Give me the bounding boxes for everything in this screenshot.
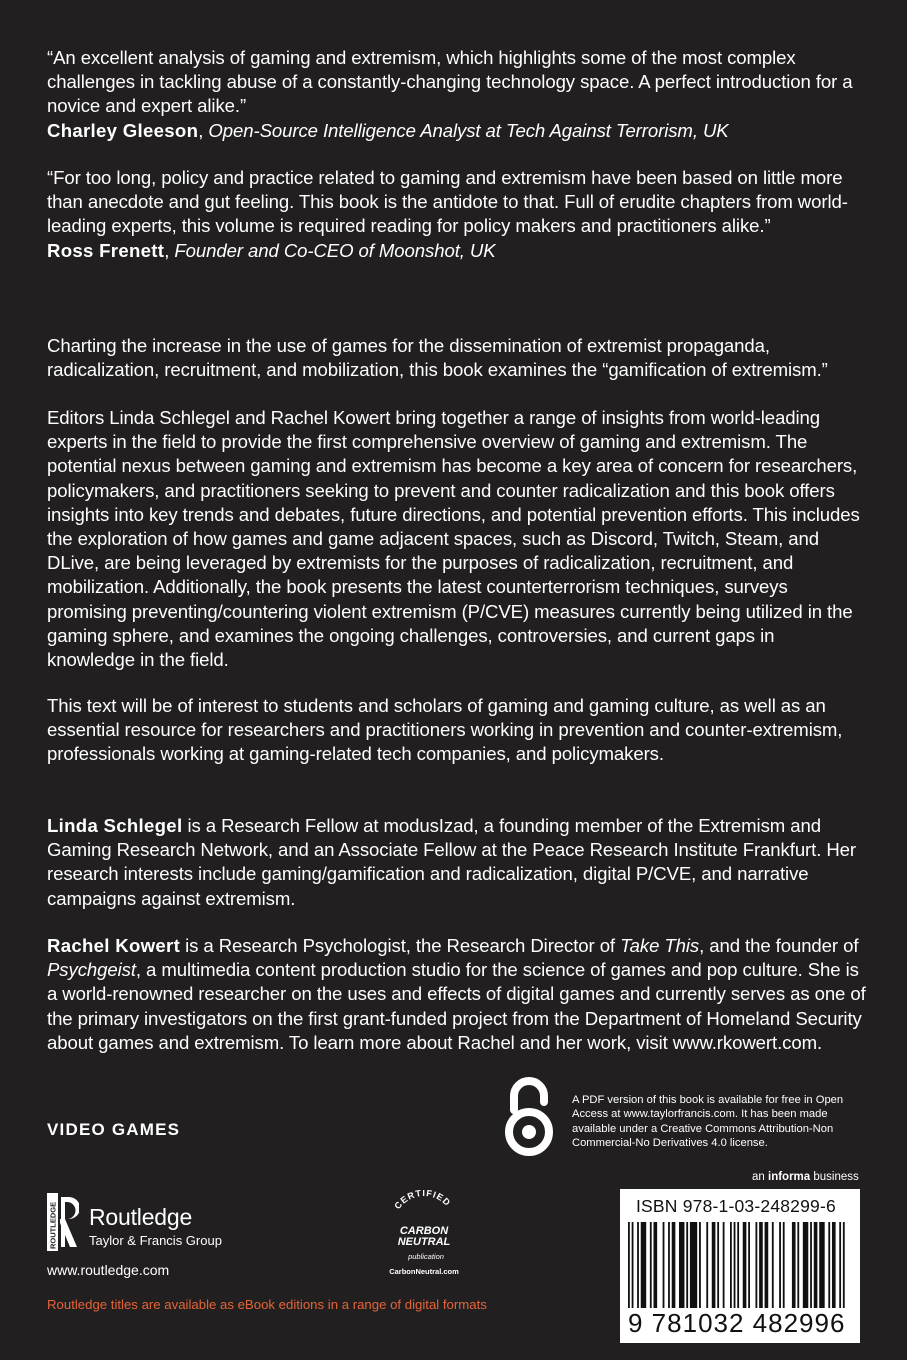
bio-rachel-t1: is a Research Psychologist, the Research Director of (180, 935, 621, 956)
endorsement-1-name: Charley Gleeson (47, 119, 199, 141)
bio-linda (47, 814, 867, 911)
bio-rachel-org2: Psychgeist (47, 959, 136, 981)
carbon-neutral-sub: publication (408, 1252, 444, 1261)
carbon-neutral-url: CarbonNeutral.com (389, 1267, 459, 1276)
carbon-neutral-line2: NEUTRAL (397, 1236, 451, 1248)
bio-linda-name: Linda Schlegel (47, 815, 183, 836)
publisher-name: Routledge (89, 1204, 193, 1230)
category-label: VIDEO GAMES (47, 1120, 181, 1139)
isbn-text: ISBN 978-1-03-248299-6 (636, 1196, 836, 1216)
bio-rachel-name: Rachel Kowert (47, 935, 181, 956)
carbon-neutral-badge (376, 1190, 472, 1280)
carbon-neutral-line1: CARBON (399, 1225, 449, 1237)
routledge-logo-text: ROUTLEDGE (48, 1201, 58, 1249)
routledge-logo-icon (47, 1193, 79, 1251)
open-access-text: A PDF version of this book is available for free in Open Access at www.taylorfrancis.com. It has been made available under a Creative Commons Attribution-Non Commercial-No Derivatives 4.0 license. (572, 1094, 844, 1150)
description-main: Editors Linda Schlegel and Rachel Kowert bring together a range of insights from world-leading experts in the field to provide the first comprehensive overview of gaming and extremism. The potential nexus between gaming and extremism has become a key area of concern for researchers, policymakers, and practitioners seeking to prevent and counter radicalization and this book offers insights into key trends and debates, future directions, and potential prevention efforts. This includes the exploration of how games and game adjacent spaces, such as Discord, Twitch, Steam, and DLive, are being leveraged by extremists for the purposes of radicalization, recruitment, and mobilization. Additionally, the book presents the latest counterterrorism techniques, surveys promising preventing/countering violent extremism (P/CVE) measures currently being utilized in the gaming sphere, and examines the ongoing challenges, controversies, and current gaps in knowledge in the field. (47, 407, 860, 671)
informa-pre: an (752, 1171, 768, 1183)
endorsement-2-sep: , (164, 239, 175, 261)
endorsement-1-title: Open-Source Intelligence Analyst at Tech Against Terrorism, UK (208, 119, 729, 141)
endorsement-2 (47, 166, 867, 263)
bio-rachel-t2: , and the founder of (699, 935, 859, 956)
informa-post: business (810, 1171, 859, 1183)
informa-business (752, 1171, 859, 1183)
open-access-icon (500, 1076, 558, 1158)
svg-text:CERTIFIED (392, 1190, 453, 1211)
carbon-neutral-top: CERTIFIED (392, 1190, 453, 1212)
informa-brand: informa (768, 1171, 811, 1183)
bio-rachel-t3: , a multimedia content production studio for the science of games and pop culture. She is a world-renowned researcher on the uses and effects of digital games and currently serves as one of the primary investigators on the first grant-funded project from the Department of Homeland Security about games and extremism. To learn more about Rachel and her work, visit www.rkowert.com. (47, 959, 866, 1053)
endorsement-1-sep: , (198, 119, 209, 141)
ebook-note: Routledge titles are available as eBook editions in a range of digital formats (47, 1297, 487, 1312)
bio-rachel (47, 934, 867, 1055)
description-audience: This text will be of interest to students and scholars of gaming and gaming culture, as well as an essential resource for researchers and practitioners working in prevention and counter-extremism, professionals working at gaming-related tech companies, and policymakers. (47, 695, 843, 765)
publisher-group: Taylor & Francis Group (89, 1233, 222, 1248)
bio-rachel-org1: Take This (620, 935, 700, 956)
endorsement-2-title: Founder and Co-CEO of Moonshot, UK (174, 239, 496, 261)
endorsement-2-name: Ross Frenett (47, 239, 165, 261)
bio-linda-text: is a Research Fellow at modusIzad, a founding member of the Extremism and Gaming Research Network, and an Associate Fellow at the Peace Research Institute Frankfurt. Her research interests include gaming/gamification and radicalization, digital P/CVE, and narrative campaigns against extremism. (47, 815, 857, 909)
barcode-icon (626, 1222, 850, 1314)
endorsement-1 (47, 46, 867, 143)
description-intro: Charting the increase in the use of games for the dissemination of extremist propaganda, radicalization, recruitment, and mobilization, this book examines the “gamification of extremism.” (47, 335, 828, 381)
endorsement-1-quote: “An excellent analysis of gaming and extremism, which highlights some of the most complex challenges in tackling abuse of a constantly-changing technology space. A perfect introduction for a novice and expert alike.” (47, 47, 853, 117)
barcode-number: 9 781032 482996 (628, 1308, 846, 1338)
endorsement-2-quote: “For too long, policy and practice related to gaming and extremism have been based on little more than anecdote and gut feeling. This book is the antidote to that. Full of erudite chapters from world-leading experts, this volume is required reading for policy makers and practitioners alike.” (47, 167, 848, 237)
publisher-url: www.routledge.com (47, 1262, 170, 1278)
